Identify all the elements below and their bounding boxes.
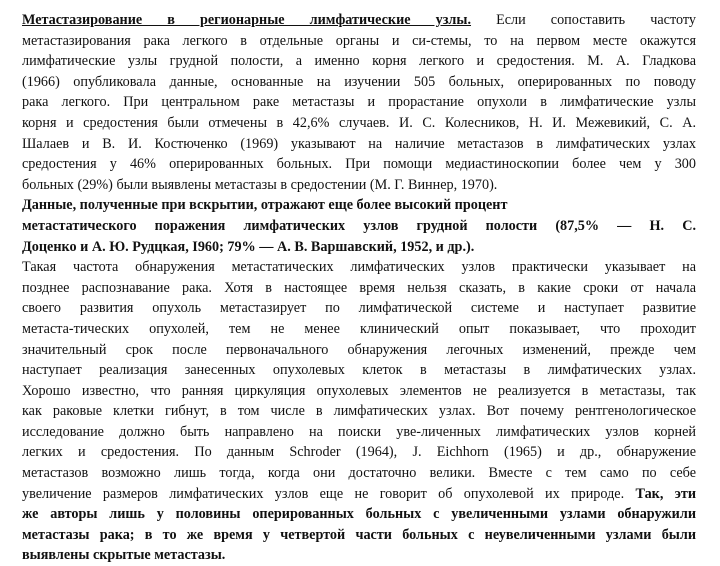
text-segment: же авторы лишь у половины оперированных больных с увеличенными узлами обнаружили bbox=[22, 506, 696, 523]
text-segment: метастазов возможно лишь тогда, когда они достаточно велики. Вместе с тем само по себе bbox=[22, 465, 696, 482]
text-line bbox=[22, 422, 696, 443]
text-line bbox=[22, 525, 696, 546]
text-segment: метаста-тических опухолей, тем не менее клинический опыт показывает, что проходит bbox=[22, 320, 696, 337]
text-line bbox=[22, 195, 696, 216]
text-segment: Если сопоставить частоту bbox=[471, 12, 696, 28]
text-segment: (1966) опубликовала данные, основанные на изучении 505 больных, оперированных по поводу bbox=[22, 73, 696, 90]
text-line bbox=[22, 545, 696, 566]
text-line bbox=[22, 484, 696, 505]
text-segment: Такая частота обнаружения метастатических лимфатических узлов практически указывает на bbox=[22, 259, 696, 276]
text-line bbox=[22, 31, 696, 52]
text-line bbox=[22, 360, 696, 381]
text-line bbox=[22, 340, 696, 361]
text-segment: Так, эти bbox=[635, 485, 696, 502]
text-segment: выявлены скрытые метастазы. bbox=[22, 547, 226, 564]
text-segment: рака легкого. При центральном раке метастазы и прорастание опухоли в лимфатические узлы bbox=[22, 94, 696, 111]
text-segment: как раковые клетки гибнут, в том числе в лимфатических узлах. Вот почему рентгенологическое bbox=[22, 403, 696, 420]
text-line bbox=[22, 401, 696, 422]
text-segment: Хорошо известно, что ранняя циркуляция опухолевых элементов не реализуется в метастазы, так bbox=[22, 382, 696, 399]
text-line bbox=[22, 278, 696, 299]
text-segment: позднее распознавание рака. Хотя в настоящее время нельзя сказать, в какие сроки от начала bbox=[22, 279, 696, 296]
text-segment: увеличение размеров лимфатических узлов еще не говорит об опухолевой их природе. bbox=[22, 485, 636, 502]
text-line bbox=[22, 237, 696, 258]
text-segment: средостения у 46% оперированных больных. При помощи медиастиноскопии более чем у 300 bbox=[22, 156, 696, 173]
text-segment: метастазы рака; в то же время у четвертой части больных с неувеличенными узлами были bbox=[22, 526, 696, 543]
text-segment: наступает реализация занесенных опухолевых клеток в метастазы в лимфатических узлах. bbox=[22, 362, 696, 379]
text-line bbox=[22, 72, 696, 93]
text-segment: исследование должно быть направлено на поиски уве-личенных лимфатических узлов корней bbox=[22, 423, 696, 440]
text-line bbox=[22, 113, 696, 134]
text-line bbox=[22, 134, 696, 155]
text-segment: значительный срок после первоначального обнаружения легочных изменений, прежде чем bbox=[22, 341, 696, 358]
text-line bbox=[22, 319, 696, 340]
text-line bbox=[22, 154, 696, 175]
text-line bbox=[22, 381, 696, 402]
text-line bbox=[22, 175, 696, 196]
text-segment: метастатического поражения лимфатических узлов грудной полости (87,5% — Н. С. bbox=[22, 217, 696, 234]
text-segment: легких и средостения. По данным Schroder (1964), J. Eichhorn (1965) и др., обнаружение bbox=[22, 444, 696, 461]
text-line bbox=[22, 257, 696, 278]
text-segment: больных (29%) были выявлены метастазы в средостении (М. Г. Виннер, 1970). bbox=[22, 176, 498, 193]
text-line bbox=[22, 442, 696, 463]
text-segment: метастазирования рака легкого в отдельные органы и си-стемы, то на первом месте окажутся bbox=[22, 32, 696, 49]
text-segment: лимфатические узлы грудной полости, а именно корня легкого и средостения. М. А. Гладкова bbox=[22, 53, 696, 70]
text-line bbox=[22, 463, 696, 484]
text-segment: Данные, полученные при вскрытии, отражают еще более высокий процент bbox=[22, 197, 508, 214]
text-line bbox=[22, 216, 696, 237]
text-segment: Доценко и А. Ю. Рудцкая, I960; 79% — А. В. Варшавский, 1952, и др.). bbox=[22, 238, 475, 255]
text-line bbox=[22, 298, 696, 319]
text-segment: Шалаев и В. И. Костюченко (1969) указывают на наличие метастазов в лимфатических узлах bbox=[22, 135, 696, 152]
text-line bbox=[22, 504, 696, 525]
text-line bbox=[22, 92, 696, 113]
text-segment: корня и средостения были отмечены в 42,6% случаев. И. С. Колесников, Н. И. Межевикий, С. А. bbox=[22, 114, 696, 131]
text-line bbox=[22, 51, 696, 72]
text-line bbox=[22, 10, 696, 31]
text-segment: своего развития опухоль метастазирует по лимфатической системе и наступает развитие bbox=[22, 300, 696, 317]
text-segment: Метастазирование в регионарные лимфатические узлы. bbox=[22, 12, 472, 28]
